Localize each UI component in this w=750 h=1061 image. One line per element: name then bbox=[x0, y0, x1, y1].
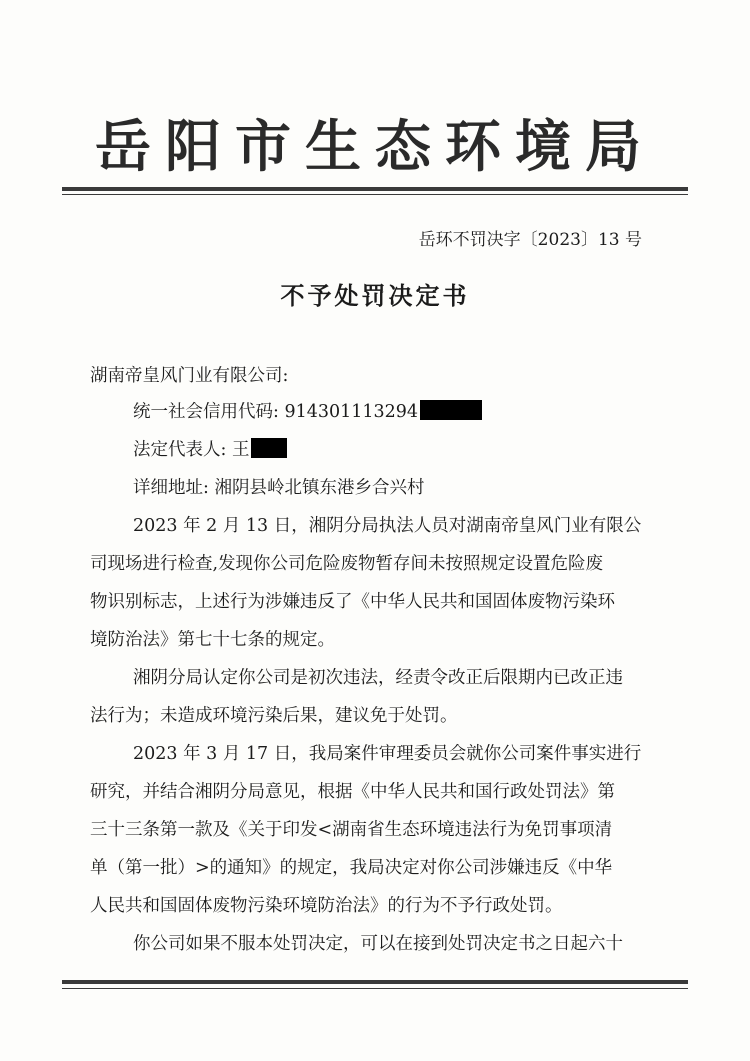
address-line: 详细地址: 湘阴县岭北镇东港乡合兴村 bbox=[133, 478, 425, 498]
footer-rule-thin bbox=[62, 988, 688, 989]
redaction-block bbox=[420, 400, 482, 420]
paragraph-1-line-2: 司现场进行检查,发现你公司危险废物暂存间未按照规定设置危险废 bbox=[90, 554, 604, 574]
paragraph-3-line-3: 三十三条第一款及《关于印发<湖南省生态环境违法行为免罚事项清 bbox=[90, 820, 613, 840]
paragraph-3-line-5: 人民共和国固体废物污染环境防治法》的行为不予行政处罚。 bbox=[90, 896, 563, 916]
footer-rule-thick bbox=[62, 980, 688, 984]
header-rule-thick bbox=[62, 187, 688, 191]
document-number: 岳环不罚决字〔2023〕13 号 bbox=[418, 230, 642, 250]
document-title: 不予处罚决定书 bbox=[280, 281, 470, 310]
paragraph-3-line-4: 单（第一批）>的通知》的规定，我局决定对你公司涉嫌违反《中华 bbox=[90, 858, 613, 878]
paragraph-4-line-1: 你公司如果不服本处罚决定，可以在接到处罚决定书之日起六十 bbox=[133, 934, 623, 954]
credit-code-text: 统一社会信用代码: 914301113294 bbox=[133, 402, 419, 422]
paragraph-2-line-1: 湘阴分局认定你公司是初次违法，经责令改正后限期内已改正违 bbox=[133, 668, 623, 688]
paragraph-1-line-1: 2023 年 2 月 13 日，湘阴分局执法人员对湖南帝皇风门业有限公 bbox=[133, 516, 642, 536]
header-rule-thin bbox=[62, 194, 688, 195]
paragraph-3-line-2: 研究，并结合湘阴分局意见，根据《中华人民共和国行政处罚法》第 bbox=[90, 782, 615, 802]
paragraph-3-line-1: 2023 年 3 月 17 日，我局案件审理委员会就你公司案件事实进行 bbox=[133, 744, 642, 764]
paragraph-1-line-4: 境防治法》第七十七条的规定。 bbox=[90, 630, 335, 650]
legal-representative-text: 法定代表人: 王 bbox=[133, 440, 250, 460]
credit-code-line bbox=[133, 398, 482, 426]
issuing-authority-title: 岳阳市生态环境局 bbox=[95, 114, 655, 180]
recipient-name: 湖南帝皇风门业有限公司: bbox=[90, 366, 289, 386]
paragraph-2-line-2: 法行为；未造成环境污染后果，建议免于处罚。 bbox=[90, 706, 458, 726]
redaction-block bbox=[251, 438, 287, 458]
legal-representative-line bbox=[133, 436, 287, 464]
paragraph-1-line-3: 物识别标志，上述行为涉嫌违反了《中华人民共和国固体废物污染环 bbox=[90, 592, 615, 612]
